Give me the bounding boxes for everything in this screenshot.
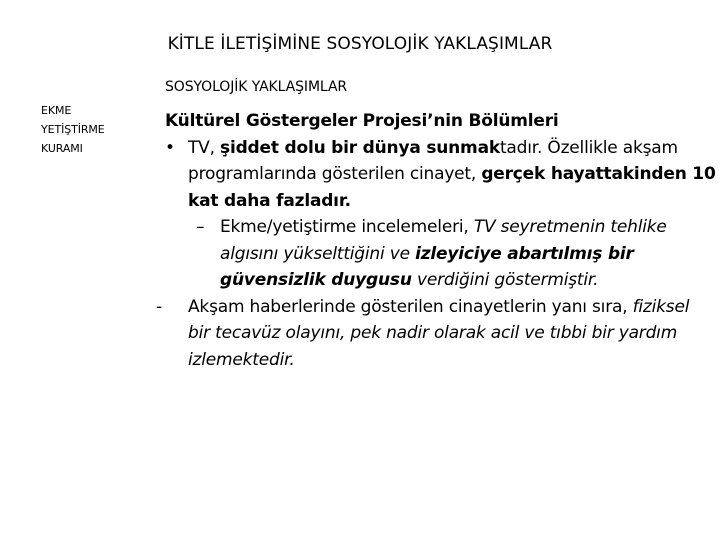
sub-bullet-text-bold-italic: izleyiciye abartılmış bir güvensizlik duygusu bbox=[220, 243, 634, 290]
section-heading: SOSYOLOJİK YAKLAŞIMLAR bbox=[165, 79, 348, 95]
bullet-item bbox=[156, 135, 716, 215]
content-heading: Kültürel Göstergeler Projesi’nin Bölümleri bbox=[165, 111, 559, 131]
bullet-text-bold: gerçek hayattakinden 10 kat daha fazladır. bbox=[188, 164, 716, 211]
dash-bullet-item bbox=[156, 294, 716, 374]
sub-bullet-text: Ekme/yetiştirme incelemeleri, bbox=[220, 217, 474, 237]
bullet-text: TV, bbox=[188, 137, 221, 158]
dash-bullet-text: Akşam haberlerinde gösterilen cinayetlerin yanı sıra, bbox=[188, 296, 633, 317]
sub-bullet-marker: – bbox=[196, 217, 205, 237]
slide-title: KİTLE İLETİŞİMİNE SOSYOLOJİK YAKLAŞIMLAR bbox=[167, 34, 553, 54]
bullet-marker: • bbox=[165, 137, 175, 158]
dash-bullet-marker: - bbox=[156, 296, 162, 317]
bullet-text-bold: şiddet dolu bir dünya sunmak bbox=[220, 137, 500, 158]
dash-bullet-text-italic: fiziksel bir tecavüz olayını, pek nadir olarak acil ve tıbbi bir yardım izlemektedir. bbox=[188, 296, 690, 370]
sub-bullet-text-italic: TV seyretmenin tehlike algısını yükselttiğini ve bbox=[220, 217, 667, 264]
sub-bullet-text-italic: verdiğini göstermiştir. bbox=[411, 270, 599, 290]
sidebar-line: KURAMI bbox=[41, 142, 83, 155]
sidebar-line: YETİŞTİRME bbox=[41, 123, 105, 136]
sub-bullet-item bbox=[156, 214, 716, 294]
sidebar-label bbox=[41, 101, 105, 158]
content-body bbox=[156, 108, 716, 373]
bullet-text: tadır. Özellikle akşam programlarında gösterilen cinayet, bbox=[188, 137, 678, 184]
sidebar-line: EKME bbox=[41, 104, 72, 117]
